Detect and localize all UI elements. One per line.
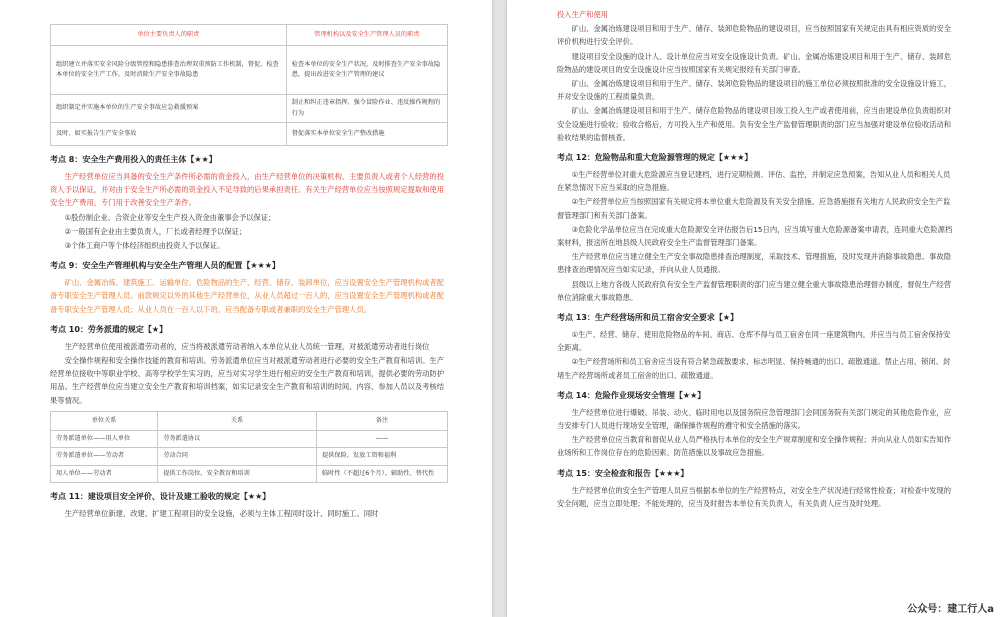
- table-cell: 提供保险，发放工资和福利: [316, 448, 447, 466]
- table-row: [51, 95, 448, 123]
- paragraph: ③危险化学品单位应当在完成重大危险源安全评估报告后15日内，应当填写重大危险源备案申请表，连同重大危险源档案材料，报送所在地县级人民政府安全生产监督管理部门备案。: [557, 224, 953, 248]
- paragraph: 安全操作规程和安全操作技能的教育和培训。劳务派遣单位应当对被派遣劳动者进行必要的安全生产教育和培训。生产经营单位接收中等职业学校、高等学校学生实习的，应当对实习学生进行相应的安全生产教育和培训，提供必要的劳动防护用品。生产经营单位应当建立安全生产教育和培训档案，如实记录安全生产教育和培训的时间、内容、参加人员以及考核结果等情况。: [50, 356, 445, 405]
- table-cell: 劳动合同: [158, 448, 317, 466]
- table-cell: 劳务派遣单位——劳动者: [51, 448, 158, 466]
- table-cell: 制止和纠正违章指挥、强令冒险作业、违反操作规程的行为: [286, 95, 447, 123]
- table-row: [51, 448, 448, 466]
- table-header: 关系: [158, 411, 317, 430]
- table-row: [51, 123, 448, 146]
- table-cell: 及时、如实报告生产安全事故: [51, 123, 287, 146]
- list-item: ③个体工商户等个体经济组织由投资人予以保证。: [64, 241, 225, 251]
- section-heading: 考点 8：安全生产费用投入的责任主体【★★】: [50, 155, 217, 164]
- section-heading: 考点 10：劳务派遣的规定【★】: [50, 324, 168, 334]
- right-page: [507, 0, 1000, 617]
- table-header: 备注: [316, 411, 447, 430]
- paragraph: ②生产经营单位应当按照国家有关规定将本单位重大危险源及有关安全措施、应急措施报有关地方人民政府安全生产监督管理部门和有关部门备案。: [557, 197, 951, 220]
- table-cell: 组织制定并实施本单位的生产安全事故应急救援预案: [51, 95, 287, 123]
- table-cell: 组织建立并落实安全风险分级管控和隐患排查治理双重预防工作机制，督促、检查本单位的安全生产工作，及时消除生产安全事故隐患: [51, 46, 287, 95]
- table-header-row: [51, 411, 448, 430]
- paragraph: 生产经营单位应当具备的安全生产条件所必需的资金投入，由生产经营单位的决策机构、主要负责人或者个人经营的投资人予以保证，并对由于安全生产所必需的资金投入不足导致的后果承担责任。有关生产经营单位应当按照规定提取和使用安全生产费用，专门用于改善安全生产条件。: [50, 172, 445, 208]
- section-heading: 考点 12：危险物品和重大危险源管理的规定【★★★】: [557, 153, 753, 163]
- right-page-content: [557, 8, 953, 511]
- table-header: 单位关系: [51, 411, 158, 430]
- paragraph: 生产经营单位应当建立健全生产安全事故隐患排查治理制度，采取技术、管理措施，及时发现并消除事故隐患。事故隐患排查治理情况应当如实记录，并向从业人员通报。: [557, 252, 952, 275]
- section-heading: 考点 9：安全生产管理机构与安全生产管理人员的配置【★★★】: [50, 261, 280, 271]
- table-cell: 劳务派遣单位——用人单位: [51, 430, 158, 448]
- table-row: [51, 46, 448, 95]
- paragraph: 生产经营单位的安全生产管理人员应当根据本单位的生产经营特点，对安全生产状况进行经常性检查；对检查中发现的安全问题，应当立即处理；不能处理的，应当及时报告本单位有关负责人，有关负责人应当及时处理。: [557, 485, 952, 508]
- paragraph: 矿山、金属冶炼建设项目和用于生产、储存危险物品的建设项目竣工投入生产或者使用前，应当由建设单位负责组织对安全设施进行验收；验收合格后，方可投入生产和使用。负有安全生产监督管理职责的部门应当加强对建设单位验收活动和验收结果的监督核查。: [557, 106, 952, 142]
- paragraph: ②生产经营场所和员工宿舍应当设有符合紧急疏散要求、标志明显、保持畅通的出口、疏散通道。禁止占用、锁闭、封堵生产经营场所或者员工宿舍的出口、疏散通道。: [557, 357, 951, 380]
- table-cell: 用人单位——劳动者: [51, 465, 158, 483]
- table-cell: ——: [316, 430, 447, 448]
- section-heading: 考点 15：安全检查和报告【★★★】: [557, 468, 689, 478]
- paragraph: ①生产、经营、储存、使用危险物品的车间、商店、仓库不得与员工宿舍在同一座建筑物内，并应当与员工宿舍保持安全距离。: [557, 330, 951, 353]
- paragraph: 矿山、金属冶炼建设项目和用于生产、储存、装卸危险物品的建设项目，应当按照国家有关规定由具有相应资质的安全评价机构进行安全评价。: [557, 24, 952, 47]
- left-page: [0, 0, 492, 617]
- paragraph: 矿山、金属冶炼建设项目和用于生产、储存、装卸危险物品的建设项目的施工单位必须按照批准的安全设施设计施工，并对安全设施的工程质量负责。: [557, 79, 952, 102]
- table-header: 单位主要负责人的职责: [51, 25, 287, 46]
- paragraph: 县级以上地方各级人民政府负有安全生产监督管理职责的部门应当建立健全重大事故隐患治理督办制度，督促生产经营单位消除重大事故隐患。: [557, 279, 952, 302]
- paragraph: 生产经营单位新建、改建、扩建工程项目的安全设施，必须与主体工程同时设计、同时施工、同时: [64, 509, 379, 519]
- paragraph: 投入生产和使用: [557, 10, 609, 19]
- section-heading: 考点 13：生产经营场所和员工宿舍安全要求【★】: [557, 313, 739, 323]
- section-heading: 考点 11：建设项目安全评价、设计及建工验收的规定【★★】: [50, 492, 271, 502]
- wechat-account-watermark: 公众号：建工行人a: [907, 604, 994, 615]
- table-cell: 检查本单位的安全生产状况，及时排查生产安全事故隐患，提出改进安全生产管理的建议: [286, 46, 447, 95]
- paragraph: ①生产经营单位对重大危险源应当登记建档，进行定期检测、评估、监控，并制定应急预案，告知从业人员和相关人员在紧急情况下应当采取的应急措施。: [557, 170, 951, 193]
- responsibility-table: [50, 24, 448, 146]
- labor-dispatch-table: [50, 411, 448, 484]
- table-cell: 临时性（不超过6个月）、辅助性、替代性: [316, 465, 447, 483]
- table-row: [51, 465, 448, 483]
- paragraph: 生产经营单位使用被派遣劳动者的，应当将被派遣劳动者纳入本单位从业人员统一管理，对被派遣劳动者进行岗位: [64, 341, 430, 351]
- table-header: 管理机构以及安全生产管理人员的职责: [286, 25, 447, 46]
- table-cell: 提供工作岗位，安全教育和培训: [158, 465, 317, 483]
- table-header-row: [51, 25, 448, 46]
- paragraph: 生产经营单位应当教育和督促从业人员严格执行本单位的安全生产规章制度和安全操作规程；并向从业人员如实告知作业场所和工作岗位存在的危险因素、防范措施以及事故应急措施。: [557, 435, 952, 458]
- table-cell: 督促落实本单位安全生产整改措施: [286, 123, 447, 146]
- list-item: ①股份制企业、合资企业等安全生产投入资金由董事会予以保证；: [64, 212, 276, 222]
- section-heading: 考点 14：危险作业现场安全管理【★★】: [557, 390, 706, 400]
- paragraph: 建设项目安全设施的设计人、设计单位应当对安全设施设计负责。矿山、金属冶炼建设项目和用于生产、储存、装卸危险物品的建设项目的安全设施设计应当按照国家有关规定报经有关部门审查。: [557, 51, 952, 74]
- paragraph: 矿山、金属冶炼、建筑施工、运输单位、危险物品的生产、经营、储存、装卸单位，应当设置安全生产管理机构或者配备专职安全生产管理人员。前款规定以外的其他生产经营单位，从业人员超过一百人的，应当设置安全生产管理机构或者配备专职安全生产管理人员；从业人员在一百人以下的，应当配备专职或者兼职的安全生产管理人员。: [50, 278, 445, 314]
- table-cell: 劳务派遣协议: [158, 430, 317, 448]
- paragraph: 生产经营单位进行爆破、吊装、动火、临时用电以及国务院应急管理部门会同国务院有关部门规定的其他危险作业，应当安排专门人员进行现场安全管理，确保操作规程的遵守和安全措施的落实。: [557, 407, 952, 431]
- left-page-content: [50, 24, 448, 522]
- table-row: [51, 430, 448, 448]
- list-item: ②一般国有企业由主要负责人，厂长或者经理予以保证；: [64, 226, 247, 236]
